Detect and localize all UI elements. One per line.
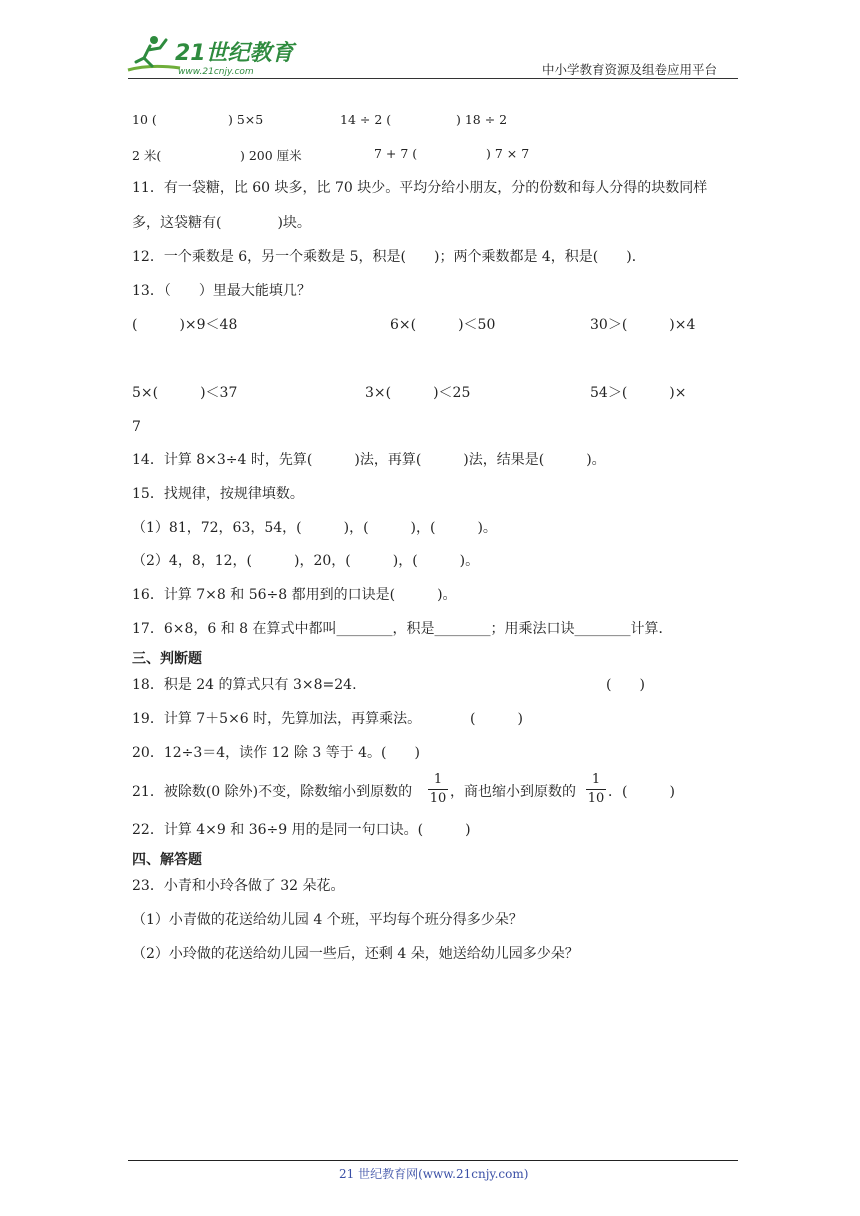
q13-row1-c: 30＞( )×4 [590,317,696,333]
logo-text: 21世纪教育 [175,41,294,66]
logo-subtext: www.21cnjy.com [178,67,254,77]
fraction-numerator: 1 [591,772,601,787]
q23-part2: （2）小玲做的花送给幼儿园一些后，还剩 4 朵，她送给幼儿园多少朵？ [132,946,579,962]
q10-a-right: ) 5×5 [228,112,264,127]
header-divider [128,78,738,79]
q10-c-right: ) 200 厘米 [240,148,302,163]
q18-answer-paren: ( ) [606,677,645,693]
q10-c-left: 2 米( [132,148,162,163]
fraction-denominator: 10 [587,791,605,806]
footer-divider [128,1160,738,1161]
q13-row1-b: 6×( )＜50 [390,317,496,333]
section-heading-judgement: 三、判断题 [132,651,202,667]
q13-row2-b: 3×( )＜25 [365,385,471,401]
q23-text: 23．小青和小玲各做了 32 朵花。 [132,878,345,894]
q21-part1: 21．被除数(0 除外)不变，除数缩小到原数的 [132,784,413,800]
q21-fraction-1 [428,772,448,807]
q13-row2-c: 54＞( )× [590,385,687,401]
q13-row2-a: 5×( )＜37 [132,385,238,401]
fraction-bar [428,789,448,790]
fraction-bar [586,789,606,790]
q15-part2: （2）4，8，12，( )，20，( )，( )。 [132,553,480,569]
q10-a-left: 10 ( [132,112,157,127]
fraction-denominator: 10 [429,791,447,806]
fraction-numerator: 1 [433,772,443,787]
q19-answer-paren: ( ) [470,711,523,727]
footer-link[interactable]: 21 世纪教育网(www.21cnjy.com) [339,1167,529,1181]
platform-title: 中小学教育资源及组卷应用平台 [542,62,718,77]
q20-text: 20．12÷3＝4，读作 12 除 3 等于 4。( ) [132,745,420,761]
q13-row1-a: ( )×9＜48 [132,317,238,333]
q21-fraction-2 [586,772,606,807]
q18-text: 18．积是 24 的算式只有 3×8=24. [132,677,357,693]
site-logo [120,30,300,80]
q14-text: 14．计算 8×3÷4 时，先算( )法，再算( )法，结果是( )。 [132,452,606,468]
q17-text: 17．6×8，6 和 8 在算式中都叫________，积是________；用乘法口诀________计算． [132,621,673,637]
runner-logo-icon [120,30,300,80]
q10-d-right: ) 7 × 7 [486,146,530,161]
q19-text: 19．计算 7＋5×6 时，先算加法，再算乘法。 [132,711,422,727]
q11-line1: 11．有一袋糖，比 60 块多，比 70 块少。平均分给小朋友，分的份数和每人分得的块数同样 [132,180,708,196]
q13-row2-c-wrap: 7 [132,419,141,435]
section-heading-answers: 四、解答题 [132,852,202,868]
q21-part3: ．( ) [608,784,675,800]
q23-part1: （1）小青做的花送给幼儿园 4 个班，平均每个班分得多少朵？ [132,912,523,928]
q10-d-left: 7 + 7 ( [374,146,418,161]
q16-text: 16．计算 7×8 和 56÷8 都用到的口诀是( )。 [132,587,457,603]
q21-part2: ，商也缩小到原数的 [450,784,576,800]
q15-part1: （1）81，72，63，54，( )，( )，( )。 [132,520,497,536]
q15-title: 15．找规律，按规律填数。 [132,486,304,502]
q13-title: 13．（ ）里最大能填几？ [132,283,311,299]
q12-text: 12．一个乘数是 6，另一个乘数是 5，积是( )；两个乘数都是 4，积是( )． [132,249,646,265]
q22-text: 22．计算 4×9 和 36÷9 用的是同一句口诀。( ) [132,822,471,838]
q10-b-left: 14 ÷ 2 ( [340,112,392,127]
q10-b-right: ) 18 ÷ 2 [456,112,508,127]
q11-line2: 多，这袋糖有( )块。 [132,215,311,231]
